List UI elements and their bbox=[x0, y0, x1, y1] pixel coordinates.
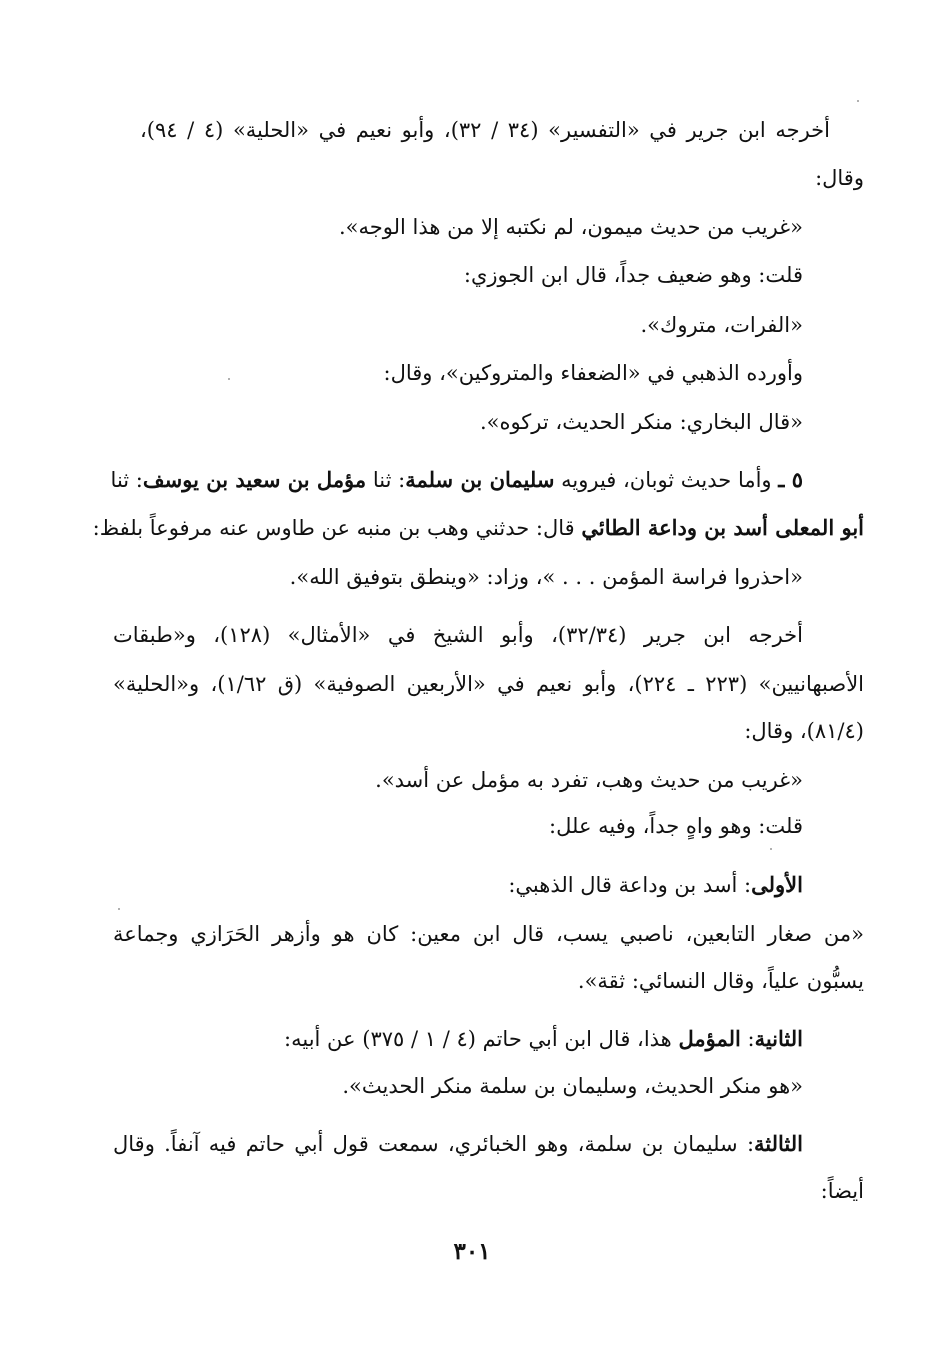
narrator-name: سليمان بن سلمة bbox=[405, 467, 555, 492]
quote-2: «الفرات، متروك». bbox=[640, 313, 803, 337]
scan-speck bbox=[228, 378, 230, 380]
quote-5-line-1: «من صغار التابعين، ناصبي يسب، قال ابن معين: كان هو وأزهر الحَرَازي وجماعة bbox=[113, 922, 864, 946]
first-defect bbox=[508, 870, 803, 900]
third-defect-label: الثالثة bbox=[754, 1131, 803, 1156]
quote-5-line-2: يسبُّون علياً، وقال النسائي: ثقة». bbox=[577, 969, 864, 993]
paragraph-3-line-1: أخرجه ابن جرير (٣٢/٣٤)، وأبو الشيخ في «الأمثال» (١٢٨)، و«طبقات bbox=[113, 623, 804, 647]
narrator-name: مؤمل بن سعيد بن يوسف bbox=[142, 467, 367, 492]
text-span: : bbox=[740, 1027, 755, 1051]
narrator-name: المؤمل bbox=[678, 1026, 741, 1051]
note-1: قلت: وهو ضعيف جداً، قال ابن الجوزي: bbox=[463, 263, 803, 287]
first-defect-label: الأولى bbox=[751, 872, 803, 897]
paragraph-3-line-2: الأصبهانيين» (٢٢٣ ـ ٢٢٤)، وأبو نعيم في «الأربعين الصوفية» (ق ١/٦٢)، و«الحلية» bbox=[113, 672, 865, 696]
paragraph-2-line-2 bbox=[93, 513, 864, 543]
third-defect-line-1 bbox=[113, 1129, 803, 1159]
third-defect-line-2: أيضاً: bbox=[820, 1179, 864, 1203]
quote-4: «غريب من حديث وهب، تفرد به مؤمل عن أسد». bbox=[375, 768, 803, 792]
item-number-5: ٥ ـ bbox=[778, 467, 803, 492]
first-defect-text: : أسد بن وداعة قال الذهبي: bbox=[508, 873, 752, 897]
paragraph-1-line-2: وقال: bbox=[815, 166, 864, 190]
paragraph-2-line-1 bbox=[110, 465, 803, 495]
second-defect bbox=[284, 1024, 803, 1054]
quote-1: «غريب من حديث ميمون، لم نكتبه إلا من هذا الوجه». bbox=[338, 215, 803, 239]
paragraph-3-line-3: (٨١/٤)، وقال: bbox=[744, 719, 864, 743]
scan-speck bbox=[770, 848, 772, 850]
text-span: : ثنا bbox=[110, 468, 143, 492]
text-span: هذا، قال ابن أبي حاتم (٤ / ١ / ٣٧٥) عن أبيه: bbox=[284, 1027, 679, 1051]
page-number: ٣٠١ bbox=[453, 1238, 491, 1265]
paragraph-2-line-3: «احذروا فراسة المؤمن . . . »، وزاد: «وينطق بتوفيق الله». bbox=[289, 565, 803, 589]
note-2: وأورده الذهبي في «الضعفاء والمتروكين»، وقال: bbox=[383, 361, 803, 385]
narrator-name: أبو المعلى أسد بن وداعة الطائي bbox=[581, 515, 864, 540]
paragraph-1-line-1: أخرجه ابن جرير في «التفسير» (٣٤ / ٣٢)، وأبو نعيم في «الحلية» (٤ / ٩٤)، bbox=[140, 118, 830, 142]
third-defect-text: : سليمان بن سلمة، وهو الخبائري، سمعت قول أبي حاتم فيه آنفاً. وقال bbox=[113, 1132, 755, 1156]
quote-6: «هو منكر الحديث، وسليمان بن سلمة منكر الحديث». bbox=[342, 1074, 803, 1098]
second-defect-label: الثانية bbox=[754, 1026, 803, 1051]
text-span: قال: حدثني وهب بن منبه عن طاوس عنه مرفوعاً بلفظ: bbox=[92, 516, 582, 540]
text-span: : ثنا bbox=[366, 468, 406, 492]
quote-3: «قال البخاري: منكر الحديث، تركوه». bbox=[479, 410, 803, 434]
note-3: قلت: وهو واهٍ جداً، وفيه علل: bbox=[549, 814, 803, 838]
scan-speck bbox=[118, 908, 120, 910]
scan-speck bbox=[857, 100, 859, 102]
text-span: وأما حديث ثوبان، فيرويه bbox=[554, 468, 779, 492]
